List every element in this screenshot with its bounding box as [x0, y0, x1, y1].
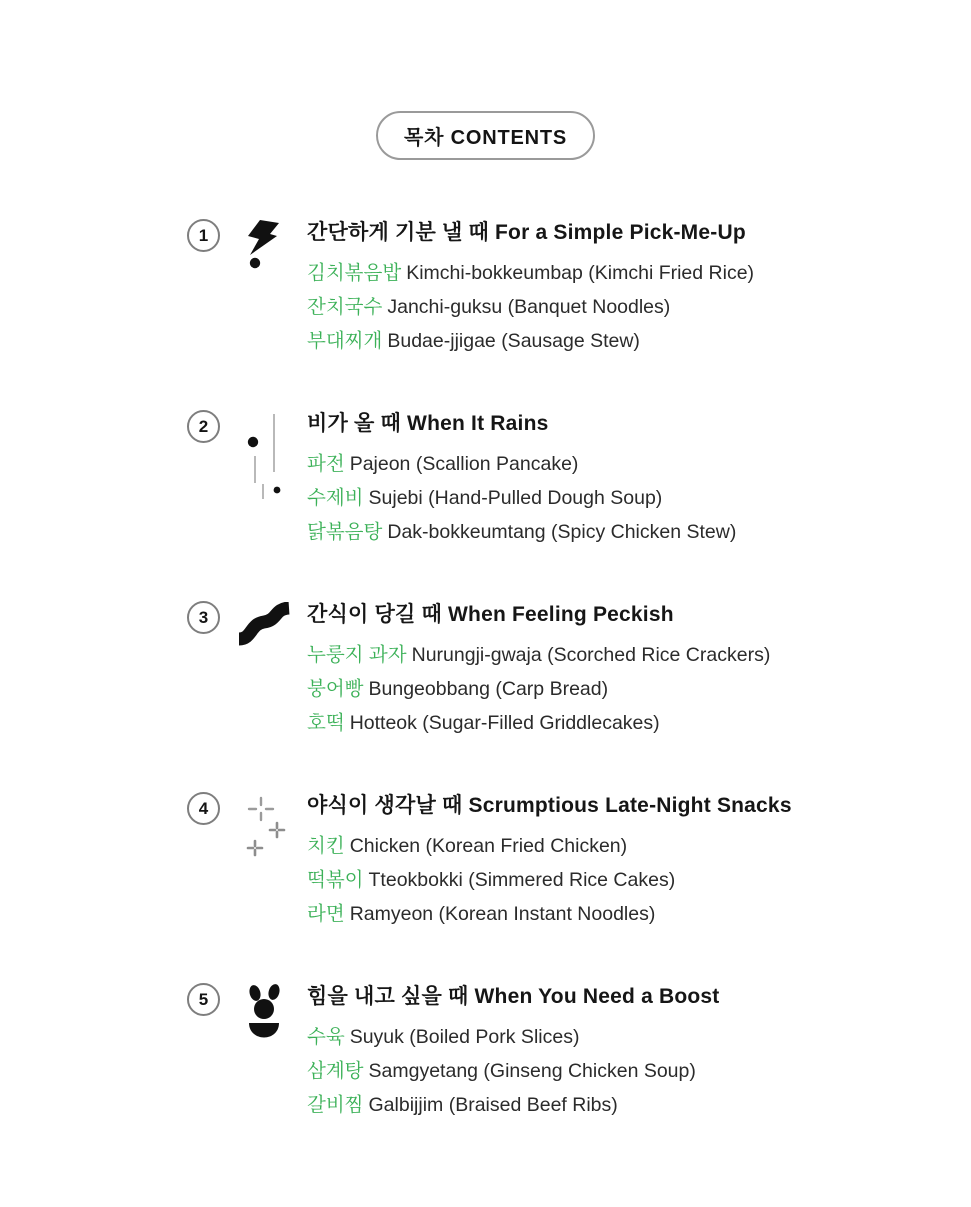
dish-item: [307, 324, 971, 358]
section-number: 2: [198, 416, 209, 436]
dish-list: [307, 256, 971, 358]
dish-list: [307, 447, 971, 549]
section-title: 야식이 생각날 때 Scrumptious Late-Night Snacks: [307, 794, 792, 817]
dish-name-korean: 누룽지 과자: [307, 644, 407, 666]
dish-name-english: Pajeon (Scallion Pancake): [349, 453, 579, 475]
section-title: 간식이 당길 때 When Feeling Peckish: [307, 603, 674, 626]
boost-character-icon: [240, 982, 288, 1038]
section-number-badge: [187, 792, 220, 825]
dish-name-korean: 붕어빵: [307, 678, 364, 700]
dish-item: [307, 1020, 971, 1054]
section-number: 1: [198, 225, 209, 245]
section-number-col: [187, 409, 221, 443]
dish-name-korean: 라면: [307, 903, 345, 925]
dish-name-korean: 닭볶음탕: [307, 521, 383, 543]
section-icon-col: [221, 791, 307, 858]
dish-name-english: Galbijjim (Braised Beef Ribs): [368, 1094, 618, 1116]
toc-section-3: [187, 600, 971, 740]
dish-item: [307, 515, 971, 549]
dish-name-english: Samgyetang (Ginseng Chicken Soup): [368, 1060, 696, 1082]
dish-name-english: Ramyeon (Korean Instant Noodles): [349, 903, 656, 925]
section-text-col: [307, 600, 971, 740]
dish-item: [307, 447, 971, 481]
section-number-badge: [187, 219, 220, 252]
dish-name-english: Dak-bokkeumtang (Spicy Chicken Stew): [387, 521, 737, 543]
toc-section-4: [187, 791, 971, 931]
lightning-icon: [247, 219, 281, 269]
dish-item: [307, 829, 971, 863]
table-of-contents: [187, 218, 971, 1122]
dish-name-english: Bungeobbang (Carp Bread): [368, 678, 609, 700]
dish-name-korean: 치킨: [307, 835, 345, 857]
dish-item: [307, 706, 971, 740]
dish-name-korean: 수육: [307, 1026, 345, 1048]
section-icon-col: [221, 982, 307, 1038]
dish-name-korean: 수제비: [307, 487, 364, 509]
dish-list: [307, 829, 971, 931]
section-number: 3: [198, 607, 209, 627]
section-text-col: [307, 791, 971, 931]
dish-item: [307, 1088, 971, 1122]
section-text-col: [307, 982, 971, 1122]
section-text-col: [307, 409, 971, 549]
dish-name-korean: 갈비찜: [307, 1094, 364, 1116]
snack-wave-icon: [237, 602, 291, 646]
dish-list: [307, 638, 971, 740]
dish-item: [307, 638, 971, 672]
dish-name-english: Tteokbokki (Simmered Rice Cakes): [368, 869, 676, 891]
section-text-col: [307, 218, 971, 358]
toc-section-1: [187, 218, 971, 358]
section-number-badge: [187, 410, 220, 443]
dish-name-english: Hotteok (Sugar-Filled Griddlecakes): [349, 712, 660, 734]
dish-item: [307, 863, 971, 897]
dish-name-korean: 떡볶이: [307, 869, 364, 891]
dish-item: [307, 481, 971, 515]
dish-item: [307, 897, 971, 931]
dish-name-english: Kimchi-bokkeumbap (Kimchi Fried Rice): [406, 262, 755, 284]
dish-name-english: Sujebi (Hand-Pulled Dough Soup): [368, 487, 663, 509]
section-number-col: [187, 791, 221, 825]
sparkles-icon: [241, 796, 287, 858]
section-number: 5: [198, 989, 209, 1009]
section-icon-col: [221, 218, 307, 269]
badge-container: [0, 0, 971, 160]
section-number-badge: [187, 601, 220, 634]
dish-item: [307, 290, 971, 324]
section-icon-col: [221, 600, 307, 646]
dish-name-korean: 파전: [307, 453, 345, 475]
dish-item: [307, 256, 971, 290]
dish-name-english: Chicken (Korean Fried Chicken): [349, 835, 628, 857]
dish-name-english: Suyuk (Boiled Pork Slices): [349, 1026, 580, 1048]
dish-name-korean: 삼계탕: [307, 1060, 364, 1082]
section-title: 비가 올 때 When It Rains: [307, 412, 549, 435]
section-number-badge: [187, 983, 220, 1016]
section-title: 힘을 내고 싶을 때 When You Need a Boost: [307, 985, 720, 1008]
dish-list: [307, 1020, 971, 1122]
section-number-col: [187, 600, 221, 634]
toc-section-2: [187, 409, 971, 549]
rain-icon: [247, 412, 281, 500]
dish-name-korean: 부대찌개: [307, 330, 383, 352]
section-number-col: [187, 218, 221, 252]
dish-name-english: Nurungji-gwaja (Scorched Rice Crackers): [411, 644, 771, 666]
section-title: 간단하게 기분 낼 때 For a Simple Pick-Me-Up: [307, 221, 746, 244]
section-number-col: [187, 982, 221, 1016]
section-icon-col: [221, 409, 307, 500]
contents-badge: 목차 CONTENTS: [376, 111, 595, 160]
dish-name-english: Budae-jjigae (Sausage Stew): [387, 330, 640, 352]
section-number: 4: [198, 798, 209, 818]
dish-name-korean: 호떡: [307, 712, 345, 734]
dish-name-korean: 김치볶음밥: [307, 262, 402, 284]
dish-item: [307, 672, 971, 706]
toc-section-5: [187, 982, 971, 1122]
dish-item: [307, 1054, 971, 1088]
dish-name-korean: 잔치국수: [307, 296, 383, 318]
dish-name-english: Janchi-guksu (Banquet Noodles): [387, 296, 671, 318]
